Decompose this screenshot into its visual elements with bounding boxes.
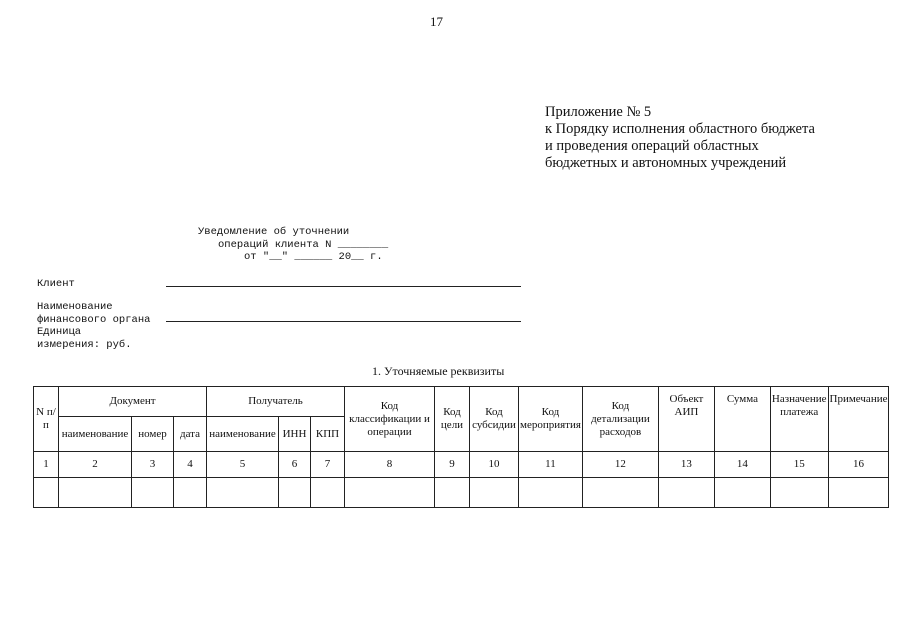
column-number-row (34, 452, 889, 478)
col-number: 8 (345, 452, 435, 478)
page-number: 17 (430, 14, 443, 29)
col-number: 3 (132, 452, 174, 478)
col-number: 12 (582, 452, 658, 478)
unit-label-2: измерения: руб. (37, 338, 132, 351)
col-number: 13 (658, 452, 714, 478)
col-number: 1 (34, 452, 59, 478)
header-doc-name: наименование (59, 417, 132, 452)
table-cell[interactable] (279, 478, 311, 508)
header-detail-code: Код детализации расходов (582, 387, 658, 452)
header-document: Документ (59, 387, 207, 417)
table-cell[interactable] (34, 478, 59, 508)
table-cell[interactable] (519, 478, 583, 508)
table-cell[interactable] (714, 478, 770, 508)
notice-line-1: Уведомление об уточнении (198, 226, 350, 238)
col-number: 11 (519, 452, 583, 478)
section-title: 1. Уточняемые реквизиты (372, 364, 505, 378)
notice-line-3: от "__" ______ 20__ г. (244, 251, 383, 263)
fin-org-line[interactable] (166, 321, 521, 322)
header-subsidy-code: Код субсидии (470, 387, 519, 452)
header-recipient-name: наименование (207, 417, 279, 452)
fin-org-label-1: Наименование (37, 301, 113, 313)
col-number: 7 (311, 452, 345, 478)
table-cell[interactable] (435, 478, 470, 508)
col-number: 5 (207, 452, 279, 478)
appendix-line-3: и проведения операций областных (545, 138, 759, 154)
table-cell[interactable] (828, 478, 889, 508)
fin-org-label (37, 301, 150, 351)
notice-title (198, 226, 388, 264)
header-recipient-kpp: КПП (311, 417, 345, 452)
header-doc-number: номер (132, 417, 174, 452)
appendix-header (545, 104, 815, 172)
requisites-table (33, 386, 889, 508)
appendix-line-4: бюджетных и автономных учреждений (545, 155, 787, 171)
notice-line-2: операций клиента N ________ (218, 238, 389, 251)
table-cell[interactable] (132, 478, 174, 508)
appendix-line-1: Приложение № 5 (545, 104, 652, 120)
table-cell[interactable] (770, 478, 828, 508)
table-cell[interactable] (174, 478, 207, 508)
table-row (34, 478, 889, 508)
header-goal-code: Код цели (435, 387, 470, 452)
header-doc-date: дата (174, 417, 207, 452)
client-line[interactable] (166, 286, 521, 287)
col-number: 16 (828, 452, 889, 478)
col-number: 10 (470, 452, 519, 478)
table-cell[interactable] (470, 478, 519, 508)
table-cell[interactable] (311, 478, 345, 508)
unit-label-1: Единица (37, 326, 82, 338)
header-recipient-inn: ИНН (279, 417, 311, 452)
table-cell[interactable] (658, 478, 714, 508)
header-aip-object: Объект АИП (658, 387, 714, 452)
table-cell[interactable] (582, 478, 658, 508)
header-num: N п/п (34, 387, 59, 452)
fin-org-label-2: финансового органа (37, 313, 151, 326)
col-number: 9 (435, 452, 470, 478)
col-number: 14 (714, 452, 770, 478)
table-cell[interactable] (207, 478, 279, 508)
client-label: Клиент (37, 278, 75, 290)
table-cell[interactable] (345, 478, 435, 508)
header-classification-code: Код классификации и операции (345, 387, 435, 452)
col-number: 2 (59, 452, 132, 478)
header-sum: Сумма (714, 387, 770, 452)
header-event-code: Код мероприятия (519, 387, 583, 452)
appendix-line-2: к Порядку исполнения областного бюджета (545, 121, 815, 137)
col-number: 15 (770, 452, 828, 478)
col-number: 6 (279, 452, 311, 478)
col-number: 4 (174, 452, 207, 478)
table-cell[interactable] (59, 478, 132, 508)
header-payment-purpose: Назначение платежа (770, 387, 828, 452)
header-recipient: Получатель (207, 387, 345, 417)
header-note: Примечание (828, 387, 889, 452)
